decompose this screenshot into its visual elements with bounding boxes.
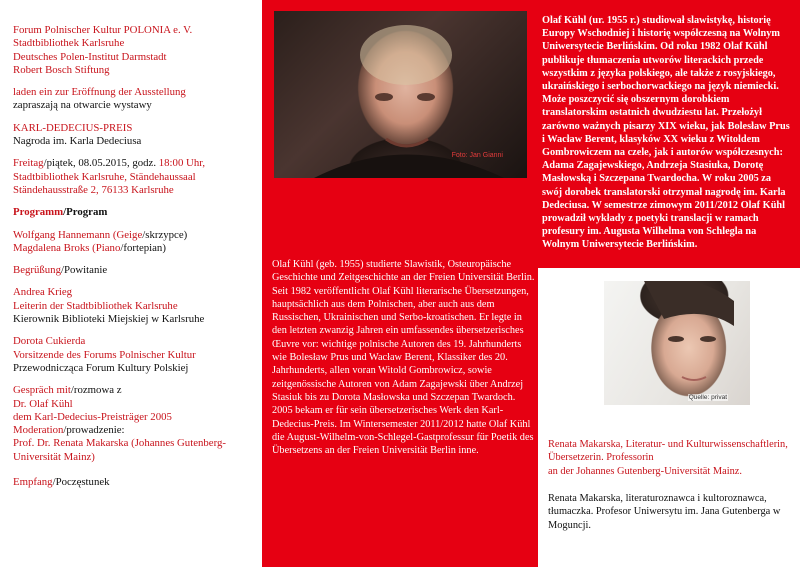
musician-2: Magdalena Broks (Piano/fortepian)	[13, 241, 166, 254]
date-de: Freitag	[13, 157, 44, 170]
date-pl: piątek, 08.05.2015, godz.	[46, 157, 157, 170]
greeting: Begrüßung/Powitanie	[13, 264, 108, 277]
speaker-2-name: Dorota Cukierda	[13, 335, 86, 348]
speaker-2-role-pl: Przewodnicząca Forum Kultury Polskiej	[13, 361, 189, 374]
invite-de: laden ein zur Eröffnung der Ausstellung	[13, 86, 186, 99]
date-sep: /	[43, 157, 47, 170]
program-de: Programm	[13, 206, 64, 219]
prize-pl: Nagroda im. Karla Dedeciusa	[13, 135, 142, 148]
renata-makarska-photo	[604, 281, 750, 405]
olaf-bio-pl: Olaf Kühl (ur. 1955 r.) studiował slawistykę, historię Europy Wschodniej i historię współczesną na Wolnym Uniwersytecie Berlińskim. Od roku 1982 Olaf Kühl publikuje tłumaczenia utworów literackich przede wszystkim z języka polskiego, ale także z rosyjskiego, ukraińskiego i serbochorwackiego na język niemiecki. Może poszczycić się obszernym dorobkiem translatorskim ostatnich dwudziestu lat. Przełożył zarówno ważnych pisarzy XIX wieku, jak Bolesław Prus i Wacław Berent, klasyków XX wieku z Witoldem Gombrowiczem na czele, jak i autorów współczesnych: Adama Zagajewskiego, Andrzeja Stasiuka, Dorotę Masłowską i Szczepana Twardocha. W roku 2005 za swój dorobek translatorski otrzymał nagrodę im. Karla Dedeciusa. W semestrze zimowym 2011/2012 Olaf Kühl prowadził wykłady z poetyki translacji w ramach profesury im. Augusta Wilhelma von Schlegla na Wolnym Uniwersytecie Berlińskim.	[542, 15, 790, 251]
venue-line-2: Ständehausstraße 2, 76133 Karlsruhe	[13, 183, 174, 196]
talk-guest: Dr. Olaf Kühl	[13, 397, 73, 410]
speaker-1-name: Andrea Krieg	[13, 286, 73, 299]
olaf-bio-pl-box	[538, 0, 800, 268]
organizer-1: Forum Polnischer Kultur POLONIA e. V.	[13, 24, 193, 36]
program-column	[0, 0, 262, 567]
program-heading	[13, 206, 254, 219]
event-date	[13, 157, 254, 170]
organizer-3: Deutsches Polen-Institut Darmstadt	[13, 50, 167, 63]
olaf-bio-de: Olaf Kühl (geb. 1955) studierte Slawistik, Osteuropäische Geschichte und Zeitgeschichte an der Freien Universität Berlin. Seit 1982 veröffentlicht Olaf Kühl literarische Übersetzungen, hauptsächlich aus dem Polnischen, aber auch aus dem Russischen, Ukrainischen und Serbo-kroatischen. Er legte in den letzten zwanzig Jahren ein umfassendes übersetzerisches Œuvre vor: wichtige polnische Autoren des 19. Jahrhunderts wie Bolesław Prus und Wacław Berent, Klassiker des 20. Jahrhunderts, allen voran Witold Gombrowicz, sowie zeitgenössische Autoren von Adam Zagajewski über Andrzej Stasiuk bis zu Dorota Masłowska und Szczepan Twardoch. 2005 bekam er für sein übersetzerisches Werk den Karl-Dedecius-Preis. Im Wintersemester 2011/2012 hatte Olaf Kühl die August-Wilhelm-von-Schlegel-Gastprofessur für Poetik des Übersetzens an der Freien Universität Berlin inne.	[272, 259, 535, 457]
renata-photo-credit: Quelle: privat	[688, 394, 727, 401]
organizer-4: Robert Bosch Stiftung	[13, 63, 110, 76]
portrait-figure-renata	[604, 281, 750, 405]
organizer-2: Stadtbibliothek Karlsruhe	[13, 37, 125, 50]
olaf-photo-credit: Foto: Jan Gianni	[451, 152, 503, 159]
info-column	[538, 0, 800, 567]
event-time: 18:00 Uhr,	[156, 157, 206, 170]
talk-guest-role: dem Karl-Dedecius-Preisträger 2005	[13, 410, 172, 423]
moderation-line: Moderation/prowadzenie:	[13, 424, 125, 437]
program-pl: /Program	[63, 206, 108, 219]
renata-bio-pl: Renata Makarska, literaturoznawca i kultoroznawca, tłumaczka. Profesor Uniwersytu im. Jana Gutenberga w Moguncji.	[548, 493, 781, 531]
invite-pl: zapraszają na otwarcie wystawy	[13, 99, 152, 112]
reception: Empfang/Poczęstunek	[13, 476, 110, 489]
talk-line: Gespräch mit/rozmowa z	[13, 384, 122, 397]
speaker-1-role-pl: Kierownik Biblioteki Miejskiej w Karlsruhe	[13, 313, 205, 326]
musician-1: Wolfgang Hannemann (Geige/skrzypce)	[13, 228, 188, 241]
renata-bio-de: Renata Makarska, Literatur- und Kulturwissenschaftlerin, Übersetzerin. Professorin an der Johannes Gutenberg-Universität Mainz.	[548, 439, 788, 477]
speaker-1-role-de: Leiterin der Stadtbibliothek Karlsruhe	[13, 299, 178, 312]
prize-de: KARL-DEDECIUS-PREIS	[13, 121, 133, 134]
venue-line-1: Stadtbibliothek Karlsruhe, Ständehaussaal	[13, 170, 196, 183]
moderator: Prof. Dr. Renata Makarska (Johannes Gutenberg-Universität Mainz)	[13, 437, 226, 463]
olaf-kuehl-photo	[274, 11, 527, 178]
olaf-column	[262, 0, 538, 567]
speaker-2-role-de: Vorsitzende des Forums Polnischer Kultur	[13, 348, 196, 361]
